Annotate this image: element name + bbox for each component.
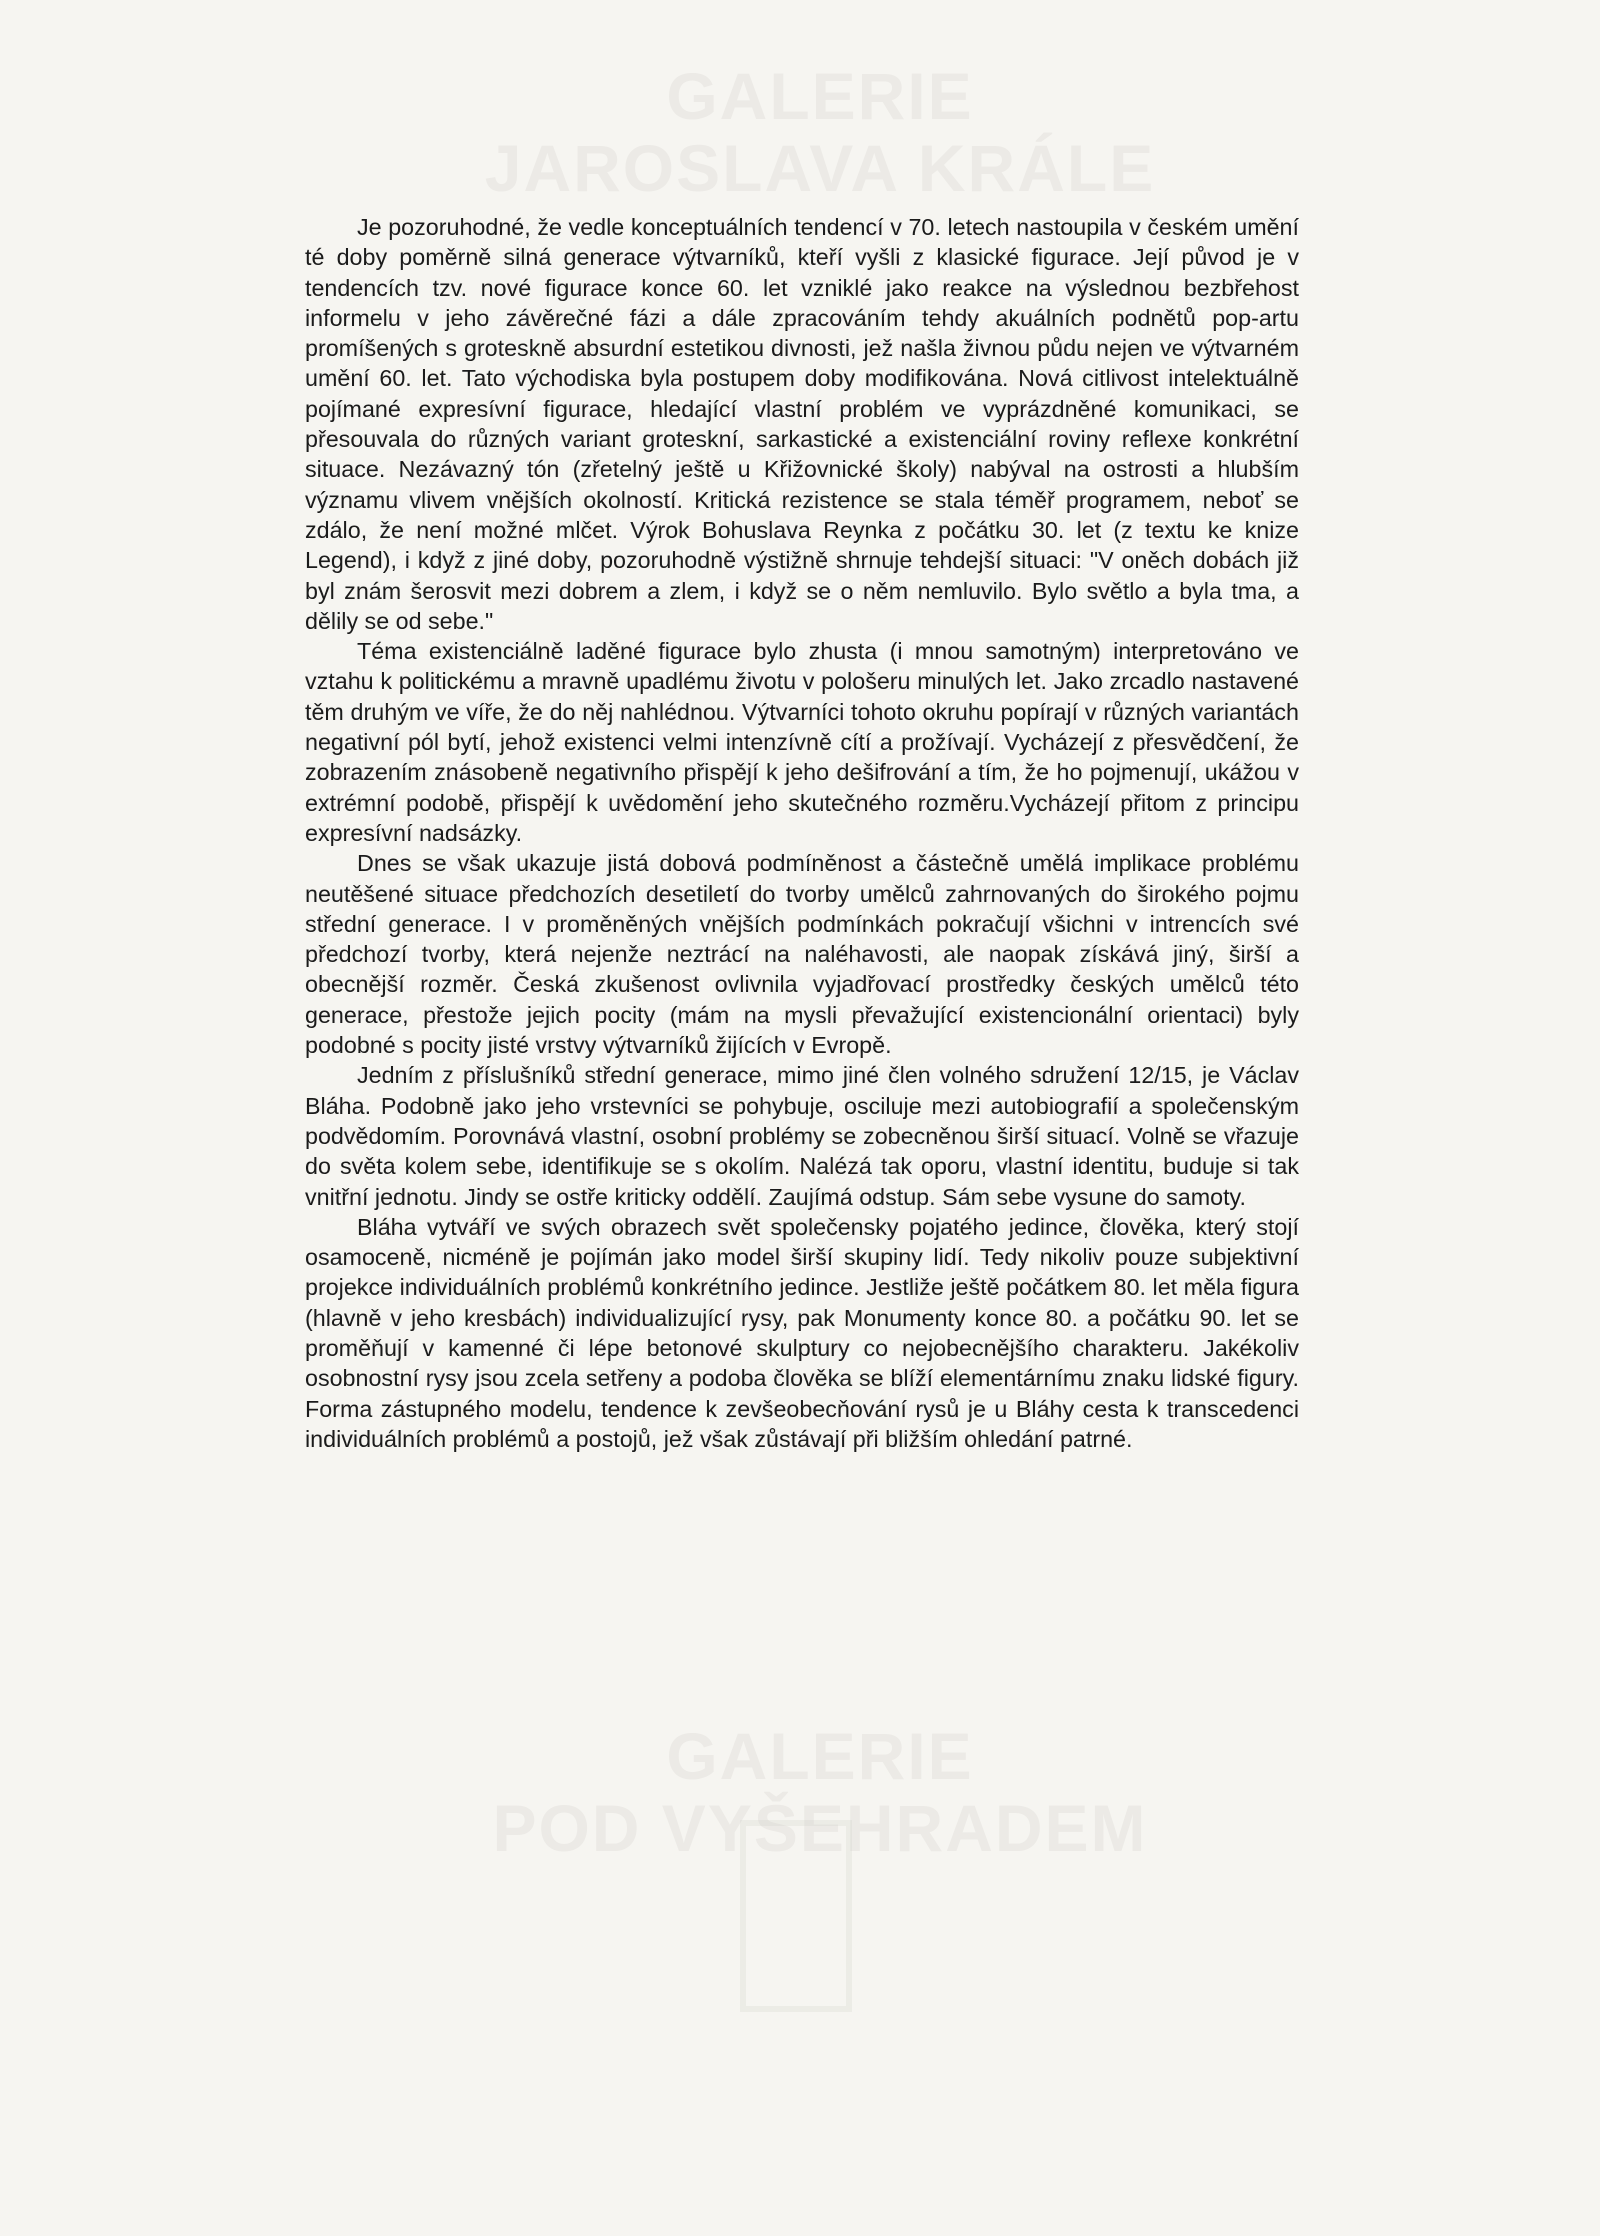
watermark-logo-icon bbox=[740, 1820, 852, 2012]
watermark-line: GALERIE bbox=[666, 59, 974, 133]
article-paragraph: Téma existenciálně laděné figurace bylo zhusta (i mnou samotným) interpretováno ve vztahu k politickému a mravně upadlému životu v pološeru minulých let. Jako zrcadlo nastavené těm druhým ve víře, že do něj nahlédnou. Výtvarníci tohoto okruhu popírají v různých variantách negativní pól bytí, jehož existenci velmi intenzívně cítí a prožívají. Vycházejí z přesvědčení, že zobrazením znásobeně negativního přispějí k jeho dešifrování a tím, že ho pojmenují, ukážou v extrémní podobě, přispějí k uvědomění jeho skutečného rozměru.Vycházejí přitom z principu expresívní nadsázky. bbox=[305, 638, 1299, 846]
article-paragraph: Bláha vytváří ve svých obrazech svět společensky pojatého jedince, člověka, který stojí osamoceně, nicméně je pojímán jako model širší skupiny lidí. Tedy nikoliv pouze subjektivní projekce individuálních problémů konkrétního jedince. Jestliže ještě počátkem 80. let měla figura (hlavně v jeho kresbách) individualizující rysy, pak Monumenty konce 80. a počátku 90. let se proměňují v kamenné či lépe betonové skulptury co nejobecnějšího charakteru. Jakékoliv osobnostní rysy jsou zcela setřeny a podoba člověka se blíží elementárnímu znaku lidské figury. Forma zástupného modelu, tendence k zevšeobecňování rysů je u Bláhy cesta k transcedenci individuálních problémů a postojů, jež však zůstávají při bližším ohledání patrné. bbox=[305, 1213, 1299, 1452]
article-paragraph: Jedním z příslušníků střední generace, mimo jiné člen volného sdružení 12/15, je Václav Bláha. Podobně jako jeho vrstevníci se pohybuje, osciluje mezi autobiografií a společenským podvědomím. Porovnává vlastní, osobní problémy se zobecněnou širší situací. Volně se vřazuje do světa kolem sebe, identifikuje se s okolím. Nalézá tak oporu, vlastní identitu, buduje si tak vnitřní jednotu. Jindy se ostře kriticky oddělí. Zaujímá odstup. Sám sebe vysune do samoty. bbox=[305, 1062, 1299, 1210]
article-body bbox=[305, 212, 1299, 1454]
article-paragraph: Je pozoruhodné, že vedle konceptuálních tendencí v 70. letech nastoupila v českém umění té doby poměrně silná generace výtvarníků, kteří vyšli z klasické figurace. Její původ je v tendencích tzv. nové figurace konce 60. let vzniklé jako reakce na výslednou bezbřehost informelu v jeho závěrečné fázi a dále zpracováním tehdy akuálních podnětů pop-artu promíšených s groteskně absurdní estetikou divnosti, jež našla živnou půdu nejen ve výtvarném umění 60. let. Tato východiska byla postupem doby modifikována. Nová citlivost intelektuálně pojímané expresívní figurace, hledající vlastní problém ve vyprázdněné komunikaci, se přesouvala do různých variant groteskní, sarkastické a existenciální roviny reflexe konkrétní situace. Nezávazný tón (zřetelný ještě u Křižovnické školy) nabýval na ostrosti a hlubším významu vlivem vnějších okolností. Kritická rezistence se stala téměř programem, neboť se zdálo, že není možné mlčet. Výrok Bohuslava Reynka z počátku 30. let (z textu ke knize Legend), i když z jiné doby, pozoruhodně výstižně shrnuje tehdejší situaci: "V oněch dobách již byl znám šerosvit mezi dobrem a zlem, i když se o něm nemluvilo. Bylo světlo a byla tma, a dělily se od sebe." bbox=[305, 214, 1299, 634]
watermark-line: GALERIE bbox=[666, 1719, 974, 1793]
watermark-line: JAROSLAVA KRÁLE bbox=[484, 131, 1156, 205]
article-paragraph: Dnes se však ukazuje jistá dobová podmíněnost a částečně umělá implikace problému neutěšené situace předchozích desetiletí do tvorby umělců zahrnovaných do širokého pojmu střední generace. I v proměněných vnějších podmínkách pokračují všichni v intrencích své předchozí tvorby, která nejenže neztrácí na naléhavosti, ale naopak získává jiný, širší a obecnější rozměr. Česká zkušenost ovlivnila vyjadřovací prostředky českých umělců této generace, přestože jejich pocity (mám na mysli převažující existencionální orientaci) byly podobné s pocity jisté vrstvy výtvarníků žijících v Evropě. bbox=[305, 850, 1299, 1059]
watermark-bottom bbox=[440, 1720, 1200, 1864]
watermark-line: POD VYŠEHRADEM bbox=[492, 1791, 1148, 1865]
